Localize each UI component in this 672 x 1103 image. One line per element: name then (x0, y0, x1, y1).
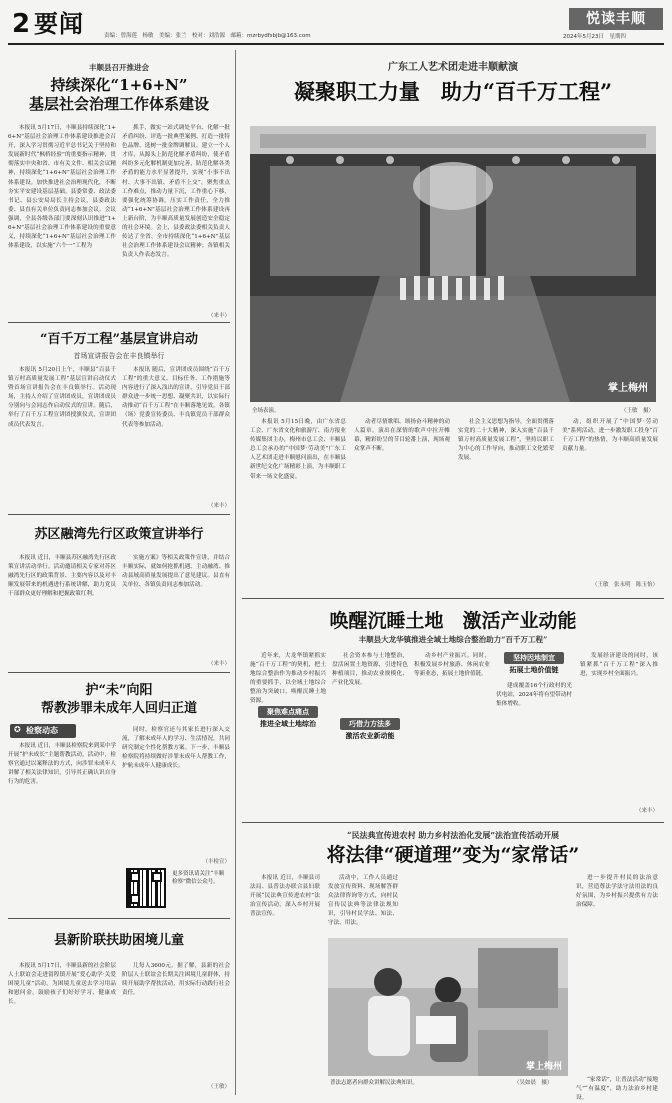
issue-date: 2024年5月23日 星期四 (563, 34, 626, 40)
section-divider (8, 514, 230, 515)
article-kicker: “民法典宣传进农村 助力乡村法治化发展”法治宣传活动开展 (347, 830, 559, 840)
column-divider (235, 50, 236, 1095)
article-byline: （王敏） (207, 1084, 230, 1090)
masthead-rule (8, 43, 664, 45)
promotion-illustration (328, 938, 568, 1076)
article-body-col1: 本报讯 近日，丰顺县检察院来到某中学开展“护未成长”主题帮教活动。活动中，检察官通过以案释法的方式，向涉罪未成年人讲解了相关法律知识，引导其正确认识自身行为的危害。 (8, 743, 116, 786)
article-body-col2: 抓手，做实一站式调处平台、化解一批矛盾纠纷、评选一批典型案例、打造一批特色品牌、选树一批金牌调解员、建立一个人才库，从源头上防范化解矛盾纠纷，使矛盾纠纷多元化解机制更加完善，防范化解各类矛盾的能力水平显著提升，实现“小事不出村、大事不出镇、矛盾不上交”，聚焦重点工作难点，推动力量下沉，工作重心下移，要强化统筹协调，压实工作责任，全力推动“1+6+N”基层社会治理工作体系建设再上新台阶，为丰顺高质量发展创造安全稳定的社会环境。会上，县委政法委相关负责人传达了全省、全市持续深化“1+6+N”基层社会治理工作体系建设会议精神；各镇相关负责人作表态发言。 (122, 125, 230, 259)
article-grassroots-governance (8, 52, 230, 320)
article-land-consolidation (242, 602, 664, 820)
article-title-line2: 基层社会治理工作体系建设 (28, 95, 209, 113)
article-body-col2: 社会资本参与土地整治，盘活闲置土地资源，引进特色种植项目，推动农业规模化、产业化发展。 (332, 653, 408, 687)
promotion-photo (328, 938, 568, 1076)
article-byline: （来丰） (635, 808, 658, 814)
article-body-col2: 实施方案》等相关政策作宣讲，并结合丰顺实际，就如何抢抓机遇、主动融湾、推动县域高质量发展提出了意见建议。县直有关单位、各镇负责同志参加活动。 (122, 555, 230, 589)
article-subtitle: 丰顺县大龙华镇推进全域土地综合整治助力“百千万工程” (358, 635, 548, 644)
photo-credit: （王敏 摄） (620, 408, 654, 414)
article-title-line1: 持续深化“1+6+N” (50, 76, 188, 94)
photo-logo: 掌上梅州 (525, 1062, 562, 1072)
section-header-1 (250, 706, 326, 730)
article-subtitle: 首场宣讲报告会在丰良镇举行 (73, 352, 165, 360)
article-civil-code-promotion (242, 826, 664, 1102)
qr-caption: 更多资讯请关注“丰顺检察”微信公众号。 (172, 871, 225, 885)
qr-code (126, 868, 166, 908)
article-body-col3: 社会主义思想为指导，全面贯彻落实党的二十大精神，深入实施“百县千镇万村高质量发展工程”，坚持以职工为中心的工作导向，推动职工文化繁荣发展。 (458, 419, 554, 462)
article-title-line1: 护“未”向阳 (85, 683, 153, 698)
page-number: 2 (12, 9, 31, 39)
article-byline: （王敏 张永明 陈玉怡） (591, 582, 658, 588)
article-title-line2: 帮教涉罪未成年人回归正道 (40, 701, 197, 716)
article-body-col1: 本报讯 5月20日上午，丰顺县“百县千镇万村高质量发展工程”基层宣讲启动仪式暨首场宣讲报告会在丰良镇举行。活动现场，主持人介绍了宣讲团成员，宣讲团成员分别向与会同志作启动仪式的宣讲。随后，举行了百千万工程宣讲团授旗仪式，宣讲团成员代表发言。 (8, 367, 116, 428)
article-baiqianwan-launch (8, 326, 230, 512)
section-sublabel: 推进全域土地综治 (260, 719, 316, 728)
article-body-col2: 本报讯 随后，宣讲团成员围绕“百千万工程”的重大意义、目标任务、工作措施等内容进行了深入浅出的宣讲，引导党员干部群众进一步统一思想、凝聚共识，以实际行动推动“百千万工程”在丰顺落地见效。各镇（场）党委宣传委员、丰良镇党员干部群众代表等参加活动。 (122, 367, 230, 428)
photo-caption: 普法志愿者向群众讲解民法典知识。 (330, 1080, 419, 1086)
stage-photo (250, 126, 656, 402)
article-su-district-policy (8, 518, 230, 670)
article-title: “百千万工程”基层宣讲启动 (40, 332, 198, 347)
section-divider (242, 822, 664, 823)
section-divider (8, 322, 230, 323)
article-body-col5: 发展经济建设的同时，该镇紧抓“百千万工程”深入推进，实现乡村全面振兴。 (580, 653, 658, 678)
article-kicker: 广东工人艺术团走进丰顺献演 (388, 62, 518, 73)
article-body-col1: 本报讯 5月15日晚，由广东省总工会、广东省文化和旅游厅、南方报业传媒集团主办，梅州市总工会、丰顺县总工会承办的“中国梦·劳动美”广东工人艺术团走进丰顺慰问演出，在丰顺县新世纪文化广场精彩上演，为丰顺职工带来一场文化盛宴。 (250, 419, 346, 480)
article-title: 苏区融湾先行区政策宣讲举行 (34, 527, 204, 542)
article-byline: （来丰） (207, 661, 230, 667)
article-body-col4: 动，组织开展了“中国梦·劳动美”系列活动，进一步激发职工投身“百千万工程”的热情，为丰顺高质量发展贡献力量。 (562, 419, 658, 453)
article-children-aid (8, 922, 230, 1094)
section-sublabel: 激活农业新动能 (345, 731, 395, 740)
article-workers-art-troupe (242, 52, 664, 597)
section-header-2 (332, 718, 408, 742)
article-body-col4: “家常话”，让普法活动“接地气”“有温度”，助力法治乡村建设。 (576, 1077, 658, 1102)
article-body-col2: 活动中，工作人员通过发放宣传资料、现场解答群众法律咨询等方式，向村民宣传民法典等法律法规知识，引导村民学法、知法、守法、用法。 (328, 875, 398, 927)
section-divider (242, 598, 664, 599)
article-body-col1: 本报讯 5月17日，丰顺县新的社会阶层人士联谊会走进留隍镇开展“爱心助学·关爱困境儿童”活动，为困境儿童送去学习用品和慰问金，鼓励孩子们好好学习、健康成长。 (8, 963, 116, 1006)
article-body-col4: 建成覆盖16个行政村的光伏电站，2024年将有望带动村集体增收。 (496, 683, 572, 708)
photo-caption: 全场表演。 (252, 408, 280, 414)
section-divider (8, 918, 230, 919)
article-body-col3: 进一步提升村民的法治意识，营造尊法学法守法用法的良好氛围，为乡村振兴提供有力法治保障。 (576, 875, 658, 909)
article-body-col1: 本报讯 5月17日，丰顺县持续深化“1+6+N”基层社会治理工作体系建设推进会召开，深入学习贯彻习近平总书记关于坚持和发展新时代“枫桥经验”的重要指示精神，贯彻落实中央和省、市有关文件、相关会议精神，持续深化“1+6+N”基层社会治理工作体系建设。加快推进社会治理现代化，不断夯实平安建设基层基础。县委常委、政法委书记、县公安局局长主持会议，县委政法委、县直有关单位负责同志参加会议。会议强调，全县各级各部门要深刻认识推进“1+6+N”基层社会治理工作体系建设的重要意义，持续深化“1+6+N”基层社会治理工作体系建设，以实施“六个一”工程为 (8, 125, 116, 250)
section-label-badge (10, 724, 76, 738)
section-label: 检察动态 (26, 726, 58, 735)
brand-banner (569, 8, 663, 30)
article-body-col3: 动乡村产业振兴。同时，积极发展乡村旅游、休闲农业等新业态，拓展土地价值链。 (414, 653, 490, 678)
article-body-col1: 本报讯 近日，丰顺县苏区融湾先行区政策宣讲活动举行。活动邀请相关专家对苏区融湾先行区的政策背景、主要内容以及对丰顺发展带来的机遇进行系统讲解，助力党员干部群众更好理解和把握政策红利。 (8, 555, 116, 598)
article-body-col2: 动者尽情歌唱、颂扬奋斗精神的动人篇章。演出在深情的歌声中拉开帷幕，精彩纷呈的节目轮番上演，现场观众掌声不断。 (354, 419, 450, 453)
label-star-icon: ✪ (14, 725, 21, 734)
photo-logo: 掌上梅州 (608, 383, 648, 394)
section-sublabel: 拓展土地价值链 (509, 665, 559, 674)
article-body-col1: 近年来，大龙华镇紧抓实施“百千万工程”的契机，把土地综合整治作为推动乡村振兴的重要抓手，以全域土地综合整治为突破口，唤醒沉睡土地资源。 (250, 653, 326, 705)
section-label: 巧借力方法多 (340, 718, 400, 730)
masthead (0, 0, 672, 44)
article-byline: （来丰） (207, 313, 230, 319)
article-body-col1: 本报讯 近日，丰顺县司法局、县普法办联合县妇联开展“民法典宣传进农村”法治宣传活动，深入乡村开展普法宣传。 (250, 875, 320, 918)
editors-line: 责编：曾海莲 杨敏 美编：张兰 校对：刘浩源 邮箱：mzrbydfsbjb@163.com (104, 33, 311, 39)
article-juvenile-help (8, 676, 230, 916)
article-title: 将法律“硬道理”变为“家常话” (326, 844, 580, 866)
section-header-3 (496, 652, 572, 676)
section-label: 坚持因地制宜 (504, 652, 564, 664)
article-title: 县新阶联扶助困境儿童 (53, 933, 184, 948)
article-body-col2: 儿每人3600元。据了解，县新的社会阶层人士联谊会长期关注困境儿童群体，持续开展助学帮扶活动，用实际行动践行社会责任。 (122, 963, 230, 997)
article-title: 凝聚职工力量 助力“百千万工程” (293, 79, 613, 104)
article-body-col2: 同时，检察官还与其家长进行深入交流，了解未成年人的学习、生活情况，共同研究制定个性化帮教方案。下一步，丰顺县检察院将持续做好涉罪未成年人帮教工作，护航未成年人健康成长。 (122, 727, 230, 770)
article-title: 唤醒沉睡土地 激活产业动能 (329, 610, 577, 632)
article-byline: （来丰） (207, 503, 230, 509)
article-byline: （丰检宣） (202, 859, 230, 865)
stage-illustration (250, 126, 656, 402)
article-kicker: 丰顺县召开推进会 (89, 63, 149, 72)
photo-credit: （吴如晨 摄） (514, 1080, 553, 1086)
brand-title: 悦读丰顺 (586, 11, 646, 27)
section-title: 要闻 (34, 10, 84, 38)
section-divider (8, 672, 230, 673)
section-label: 聚焦难点痛点 (258, 706, 318, 718)
